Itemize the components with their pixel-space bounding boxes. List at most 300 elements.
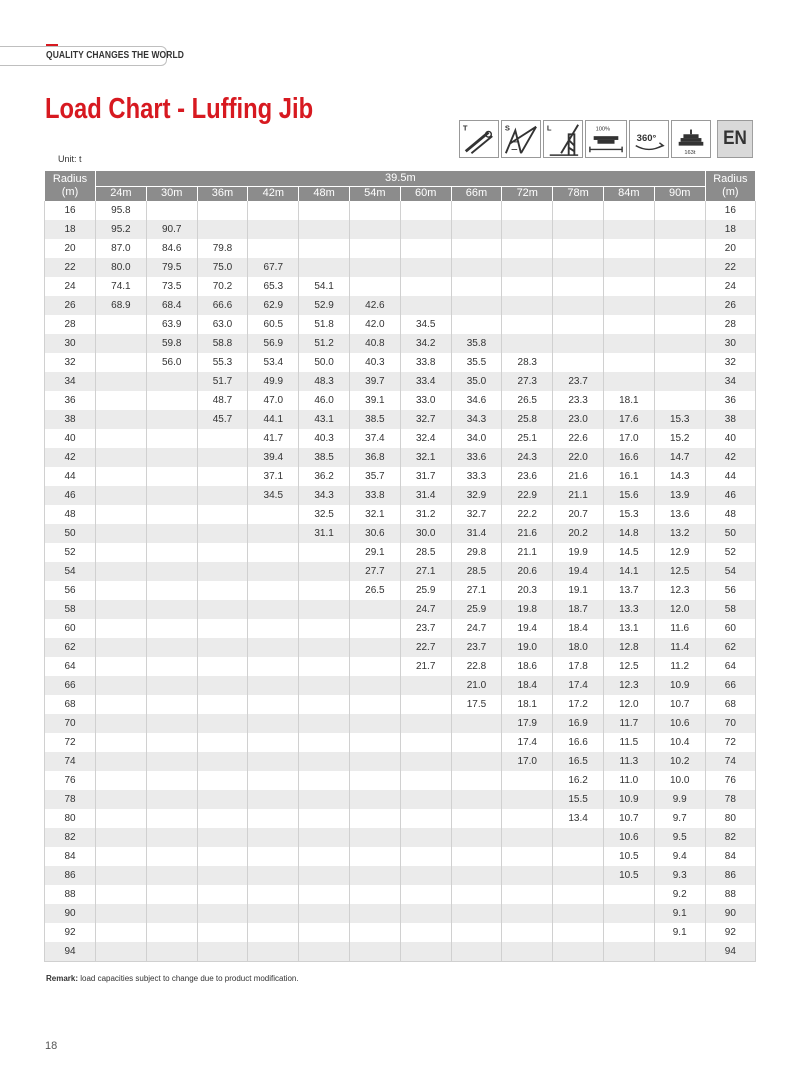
capacity-cell: 21.6: [502, 524, 553, 543]
capacity-cell: [146, 505, 197, 524]
capacity-cell: [248, 201, 299, 220]
capacity-cell: [299, 828, 350, 847]
capacity-cell: [553, 923, 604, 942]
capacity-cell: [197, 790, 248, 809]
capacity-cell: 28.3: [502, 353, 553, 372]
capacity-cell: [96, 638, 147, 657]
capacity-cell: [451, 866, 502, 885]
jib-length-header: 90m: [654, 186, 705, 201]
capacity-cell: [654, 201, 705, 220]
table-row: [45, 600, 756, 619]
radius-cell: 90: [705, 904, 755, 923]
capacity-cell: 59.8: [146, 334, 197, 353]
capacity-cell: 10.6: [603, 828, 654, 847]
capacity-cell: [299, 619, 350, 638]
capacity-cell: [146, 866, 197, 885]
capacity-cell: [502, 904, 553, 923]
capacity-cell: [96, 752, 147, 771]
capacity-cell: [248, 619, 299, 638]
capacity-cell: 9.2: [654, 885, 705, 904]
capacity-cell: [603, 277, 654, 296]
capacity-cell: 60.5: [248, 315, 299, 334]
spec-icons: [459, 120, 755, 158]
capacity-cell: [96, 353, 147, 372]
capacity-cell: [248, 657, 299, 676]
capacity-cell: [502, 942, 553, 961]
capacity-cell: [96, 505, 147, 524]
capacity-cell: [349, 752, 400, 771]
radius-cell: 72: [45, 733, 96, 752]
capacity-cell: [451, 828, 502, 847]
capacity-cell: [197, 600, 248, 619]
capacity-cell: 13.4: [553, 809, 604, 828]
capacity-cell: [502, 258, 553, 277]
remark-text: load capacities subject to change due to product modification.: [78, 974, 299, 983]
capacity-cell: 27.3: [502, 372, 553, 391]
capacity-cell: [96, 733, 147, 752]
capacity-cell: [299, 543, 350, 562]
capacity-cell: [197, 714, 248, 733]
capacity-cell: 17.0: [603, 429, 654, 448]
radius-cell: 46: [45, 486, 96, 505]
capacity-cell: [248, 600, 299, 619]
capacity-cell: [146, 847, 197, 866]
jib-length-header: 36m: [197, 186, 248, 201]
radius-cell: 60: [45, 619, 96, 638]
capacity-cell: [349, 809, 400, 828]
capacity-cell: [299, 714, 350, 733]
table-row: [45, 581, 756, 600]
capacity-cell: [451, 277, 502, 296]
capacity-cell: 15.6: [603, 486, 654, 505]
capacity-cell: [553, 296, 604, 315]
table-row: [45, 486, 756, 505]
capacity-cell: [349, 904, 400, 923]
capacity-cell: 95.8: [96, 201, 147, 220]
capacity-cell: [502, 277, 553, 296]
capacity-cell: [400, 904, 451, 923]
capacity-cell: 24.3: [502, 448, 553, 467]
capacity-cell: [299, 866, 350, 885]
capacity-cell: [96, 429, 147, 448]
radius-cell: 76: [45, 771, 96, 790]
radius-header-left: Radius (m): [45, 171, 96, 201]
capacity-cell: 67.7: [248, 258, 299, 277]
capacity-cell: [248, 638, 299, 657]
capacity-cell: [349, 277, 400, 296]
capacity-cell: [146, 828, 197, 847]
capacity-cell: [248, 581, 299, 600]
capacity-cell: 38.5: [349, 410, 400, 429]
capacity-cell: [197, 448, 248, 467]
capacity-cell: 17.2: [553, 695, 604, 714]
capacity-cell: [197, 220, 248, 239]
capacity-cell: [96, 391, 147, 410]
capacity-cell: 32.1: [349, 505, 400, 524]
capacity-cell: 18.7: [553, 600, 604, 619]
capacity-cell: 74.1: [96, 277, 147, 296]
capacity-cell: [248, 828, 299, 847]
page-number: 18: [45, 1040, 58, 1052]
capacity-cell: [146, 543, 197, 562]
capacity-cell: 23.6: [502, 467, 553, 486]
capacity-cell: [248, 220, 299, 239]
remark: [46, 974, 299, 983]
capacity-cell: [451, 733, 502, 752]
capacity-cell: [553, 885, 604, 904]
load-chart-body: [45, 201, 756, 961]
capacity-cell: 36.8: [349, 448, 400, 467]
capacity-cell: 9.1: [654, 923, 705, 942]
capacity-cell: [654, 258, 705, 277]
radius-cell: 42: [45, 448, 96, 467]
radius-cell: 68: [45, 695, 96, 714]
capacity-cell: 63.0: [197, 315, 248, 334]
table-row: [45, 733, 756, 752]
capacity-cell: 21.1: [553, 486, 604, 505]
capacity-cell: 10.9: [654, 676, 705, 695]
jib-length-header: 24m: [96, 186, 147, 201]
capacity-cell: 45.7: [197, 410, 248, 429]
radius-cell: 34: [705, 372, 755, 391]
capacity-cell: 40.3: [299, 429, 350, 448]
capacity-cell: 12.5: [603, 657, 654, 676]
capacity-cell: 13.1: [603, 619, 654, 638]
table-row: [45, 676, 756, 695]
radius-cell: 78: [705, 790, 755, 809]
capacity-cell: [197, 505, 248, 524]
radius-cell: 24: [705, 277, 755, 296]
capacity-cell: [349, 790, 400, 809]
capacity-cell: 47.0: [248, 391, 299, 410]
capacity-cell: [146, 695, 197, 714]
capacity-cell: 11.4: [654, 638, 705, 657]
capacity-cell: 42.0: [349, 315, 400, 334]
capacity-cell: [502, 847, 553, 866]
capacity-cell: [96, 828, 147, 847]
capacity-cell: 33.6: [451, 448, 502, 467]
capacity-cell: 31.2: [400, 505, 451, 524]
table-row: [45, 790, 756, 809]
radius-cell: 22: [705, 258, 755, 277]
capacity-cell: [451, 942, 502, 961]
capacity-cell: 12.3: [654, 581, 705, 600]
capacity-cell: [197, 562, 248, 581]
capacity-cell: [197, 771, 248, 790]
counterweight-label: 100%: [595, 126, 611, 133]
capacity-cell: 20.2: [553, 524, 604, 543]
capacity-cell: [400, 714, 451, 733]
capacity-cell: 31.4: [400, 486, 451, 505]
capacity-cell: 16.2: [553, 771, 604, 790]
capacity-cell: 18.1: [502, 695, 553, 714]
capacity-cell: 15.2: [654, 429, 705, 448]
capacity-cell: 41.7: [248, 429, 299, 448]
radius-cell: 36: [705, 391, 755, 410]
capacity-cell: [553, 353, 604, 372]
capacity-cell: [197, 923, 248, 942]
capacity-cell: [248, 733, 299, 752]
capacity-cell: 14.5: [603, 543, 654, 562]
capacity-cell: 11.5: [603, 733, 654, 752]
capacity-cell: [96, 524, 147, 543]
capacity-cell: [502, 866, 553, 885]
l-label: L: [546, 123, 552, 133]
radius-cell: 64: [45, 657, 96, 676]
capacity-cell: [299, 695, 350, 714]
capacity-cell: 19.9: [553, 543, 604, 562]
capacity-cell: [400, 923, 451, 942]
capacity-cell: [96, 467, 147, 486]
capacity-cell: 10.7: [654, 695, 705, 714]
capacity-cell: 79.8: [197, 239, 248, 258]
capacity-cell: [96, 372, 147, 391]
capacity-cell: [349, 885, 400, 904]
capacity-cell: 9.1: [654, 904, 705, 923]
capacity-cell: [248, 714, 299, 733]
capacity-cell: [400, 847, 451, 866]
capacity-cell: [400, 258, 451, 277]
capacity-cell: 11.0: [603, 771, 654, 790]
capacity-cell: [299, 258, 350, 277]
capacity-cell: [451, 847, 502, 866]
radius-cell: 58: [45, 600, 96, 619]
radius-cell: 94: [705, 942, 755, 961]
capacity-cell: [248, 923, 299, 942]
capacity-cell: [349, 942, 400, 961]
jib-length-header: 30m: [146, 186, 197, 201]
table-row: [45, 334, 756, 353]
t-label: T: [462, 123, 468, 133]
table-row: [45, 277, 756, 296]
capacity-cell: [248, 885, 299, 904]
capacity-cell: [146, 752, 197, 771]
capacity-cell: [451, 315, 502, 334]
capacity-cell: [400, 296, 451, 315]
table-row: [45, 201, 756, 220]
capacity-cell: [146, 676, 197, 695]
capacity-cell: 55.3: [197, 353, 248, 372]
capacity-cell: 30.6: [349, 524, 400, 543]
radius-cell: 48: [705, 505, 755, 524]
capacity-cell: [299, 657, 350, 676]
capacity-cell: 13.6: [654, 505, 705, 524]
capacity-cell: [654, 220, 705, 239]
capacity-cell: [349, 201, 400, 220]
capacity-cell: [400, 239, 451, 258]
capacity-cell: [603, 220, 654, 239]
capacity-cell: [349, 676, 400, 695]
radius-cell: 70: [45, 714, 96, 733]
capacity-cell: 33.8: [400, 353, 451, 372]
capacity-cell: 84.6: [146, 239, 197, 258]
capacity-cell: [248, 695, 299, 714]
capacity-cell: 17.4: [553, 676, 604, 695]
capacity-cell: [400, 809, 451, 828]
capacity-cell: 37.4: [349, 429, 400, 448]
table-row: [45, 828, 756, 847]
capacity-cell: [197, 942, 248, 961]
capacity-cell: [146, 562, 197, 581]
radius-cell: 28: [45, 315, 96, 334]
capacity-cell: [299, 847, 350, 866]
capacity-cell: 39.4: [248, 448, 299, 467]
capacity-cell: [248, 847, 299, 866]
tower-crane-s-icon: [501, 120, 541, 158]
capacity-cell: 38.5: [299, 448, 350, 467]
capacity-cell: 12.3: [603, 676, 654, 695]
capacity-cell: [197, 467, 248, 486]
capacity-cell: 10.0: [654, 771, 705, 790]
capacity-cell: 87.0: [96, 239, 147, 258]
capacity-cell: [451, 771, 502, 790]
capacity-cell: 22.7: [400, 638, 451, 657]
capacity-cell: [400, 752, 451, 771]
capacity-cell: [349, 847, 400, 866]
radius-cell: 94: [45, 942, 96, 961]
capacity-cell: 56.9: [248, 334, 299, 353]
capacity-cell: [299, 752, 350, 771]
capacity-cell: [603, 904, 654, 923]
radius-cell: 62: [705, 638, 755, 657]
luffing-jib-l-icon: [543, 120, 583, 158]
table-row: [45, 410, 756, 429]
capacity-cell: 48.7: [197, 391, 248, 410]
capacity-cell: [502, 771, 553, 790]
capacity-cell: [553, 866, 604, 885]
capacity-cell: [299, 790, 350, 809]
remark-label: Remark:: [46, 974, 79, 983]
capacity-cell: 23.7: [451, 638, 502, 657]
capacity-cell: [451, 923, 502, 942]
radius-cell: 32: [705, 353, 755, 372]
capacity-cell: 21.1: [502, 543, 553, 562]
capacity-cell: 68.9: [96, 296, 147, 315]
radius-cell: 92: [705, 923, 755, 942]
capacity-cell: [197, 695, 248, 714]
capacity-cell: 14.3: [654, 467, 705, 486]
capacity-cell: 39.7: [349, 372, 400, 391]
capacity-cell: [96, 771, 147, 790]
radius-cell: 84: [705, 847, 755, 866]
capacity-cell: [248, 239, 299, 258]
capacity-cell: 10.7: [603, 809, 654, 828]
capacity-cell: [451, 201, 502, 220]
capacity-cell: 62.9: [248, 296, 299, 315]
capacity-cell: 70.2: [197, 277, 248, 296]
capacity-cell: [349, 771, 400, 790]
capacity-cell: 26.5: [502, 391, 553, 410]
tower-crane-t-icon: [459, 120, 499, 158]
table-row: [45, 695, 756, 714]
radius-cell: 42: [705, 448, 755, 467]
capacity-cell: 68.4: [146, 296, 197, 315]
radius-cell: 20: [705, 239, 755, 258]
capacity-cell: 22.6: [553, 429, 604, 448]
radius-cell: 26: [45, 296, 96, 315]
radius-cell: 36: [45, 391, 96, 410]
table-row: [45, 524, 756, 543]
capacity-cell: 25.1: [502, 429, 553, 448]
capacity-cell: [349, 866, 400, 885]
capacity-cell: 10.4: [654, 733, 705, 752]
capacity-cell: 35.0: [451, 372, 502, 391]
capacity-cell: 15.5: [553, 790, 604, 809]
radius-cell: 76: [705, 771, 755, 790]
capacity-cell: [299, 733, 350, 752]
capacity-cell: [502, 923, 553, 942]
capacity-cell: [603, 315, 654, 334]
s-label: S: [504, 123, 510, 133]
capacity-cell: [299, 201, 350, 220]
capacity-cell: 23.3: [553, 391, 604, 410]
capacity-cell: 12.0: [654, 600, 705, 619]
capacity-cell: 21.0: [451, 676, 502, 695]
radius-cell: 72: [705, 733, 755, 752]
capacity-cell: [146, 790, 197, 809]
capacity-cell: [299, 220, 350, 239]
table-row: [45, 885, 756, 904]
capacity-cell: 34.3: [451, 410, 502, 429]
capacity-cell: [502, 828, 553, 847]
capacity-cell: [96, 486, 147, 505]
capacity-cell: [96, 809, 147, 828]
capacity-cell: 21.7: [400, 657, 451, 676]
capacity-cell: 34.5: [248, 486, 299, 505]
capacity-cell: [197, 524, 248, 543]
slew-360-icon: [629, 120, 669, 158]
capacity-cell: 13.9: [654, 486, 705, 505]
radius-cell: 38: [45, 410, 96, 429]
capacity-cell: [400, 771, 451, 790]
capacity-cell: 14.1: [603, 562, 654, 581]
capacity-cell: [349, 638, 400, 657]
capacity-cell: [451, 904, 502, 923]
capacity-cell: [299, 638, 350, 657]
capacity-cell: [553, 847, 604, 866]
table-row: [45, 866, 756, 885]
capacity-cell: 22.8: [451, 657, 502, 676]
capacity-cell: [146, 581, 197, 600]
jib-length-header: 42m: [248, 186, 299, 201]
capacity-cell: [146, 809, 197, 828]
capacity-cell: 33.4: [400, 372, 451, 391]
capacity-cell: 44.1: [248, 410, 299, 429]
capacity-cell: 35.8: [451, 334, 502, 353]
capacity-cell: 53.4: [248, 353, 299, 372]
capacity-cell: 73.5: [146, 277, 197, 296]
capacity-cell: 32.7: [400, 410, 451, 429]
capacity-cell: 15.3: [654, 410, 705, 429]
capacity-cell: 10.6: [654, 714, 705, 733]
capacity-cell: [553, 904, 604, 923]
language-badge[interactable]: EN: [717, 120, 753, 158]
capacity-cell: 32.9: [451, 486, 502, 505]
capacity-cell: [146, 942, 197, 961]
capacity-cell: 23.7: [400, 619, 451, 638]
capacity-cell: 95.2: [96, 220, 147, 239]
capacity-cell: [96, 410, 147, 429]
capacity-cell: [349, 258, 400, 277]
weight-label: 163t: [684, 150, 696, 157]
radius-cell: 22: [45, 258, 96, 277]
radius-cell: 88: [705, 885, 755, 904]
capacity-cell: [553, 277, 604, 296]
capacity-cell: [502, 885, 553, 904]
capacity-cell: 11.3: [603, 752, 654, 771]
capacity-cell: [197, 752, 248, 771]
jib-length-header: 78m: [553, 186, 604, 201]
